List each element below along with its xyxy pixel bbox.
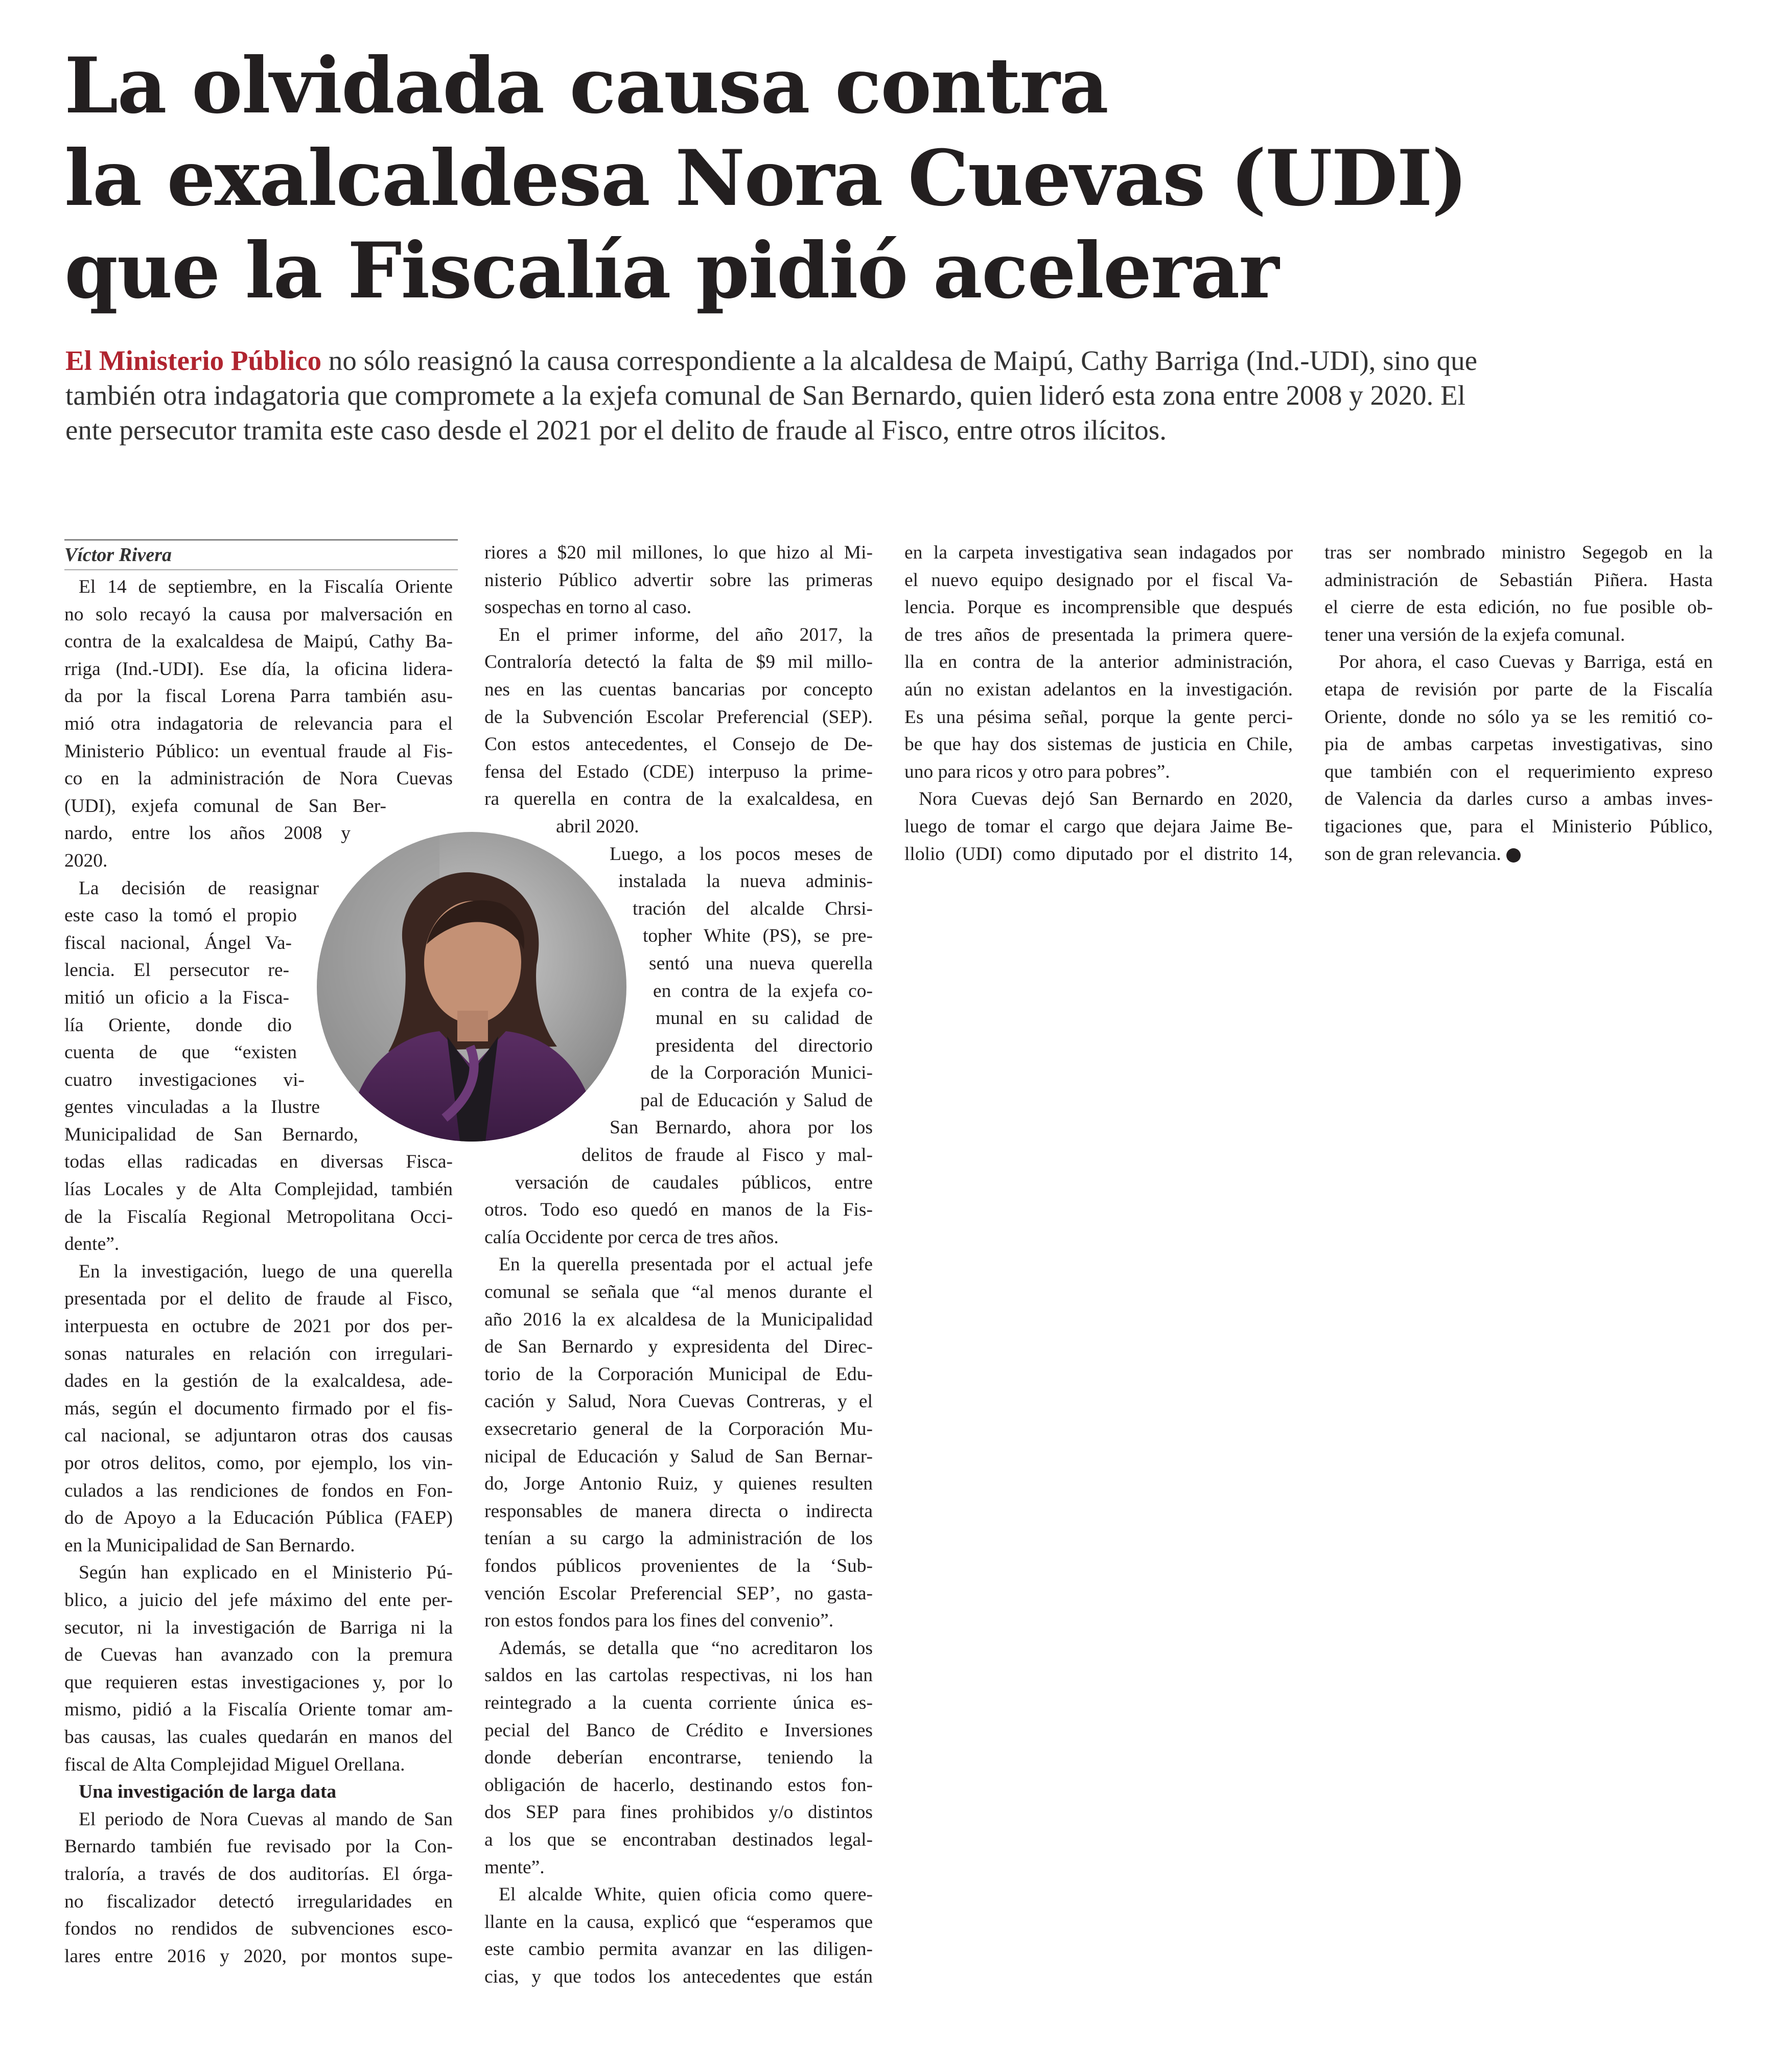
body-text-line: comunal se señala que “al menos durante el — [484, 1282, 873, 1303]
body-text-line: dades en la gestión de la exalcaldesa, ade- — [64, 1370, 453, 1392]
body-text-line: Luego, a los pocos meses de — [610, 843, 873, 865]
body-text-line: mente”. — [484, 1856, 545, 1878]
body-text-line: de tres años de presentada la primera quere- — [904, 624, 1293, 645]
body-text-line: instalada la nueva adminis- — [618, 871, 873, 892]
body-text-line: este cambio permita avanzar en las diligen- — [484, 1939, 873, 1960]
body-text-line: presentada por el delito de fraude al Fisco, — [64, 1288, 453, 1310]
body-text-line: abril 2020. — [556, 816, 639, 837]
body-text-line: pia de ambas carpetas investigativas, sino — [1324, 734, 1713, 755]
body-text-line: En la investigación, luego de una querella — [79, 1261, 453, 1282]
body-text-line: son de gran relevancia. — [1324, 841, 1713, 868]
lead-highlight: El Ministerio Público — [65, 345, 322, 376]
body-text-line: llante en la causa, explicó que “esperamos que — [484, 1911, 873, 1933]
body-text-line: Por ahora, el caso Cuevas y Barriga, está en — [1339, 652, 1713, 673]
body-text-line: donde deberían encontrarse, teniendo la — [484, 1747, 873, 1769]
body-text-line: El 14 de septiembre, en la Fiscalía Oriente — [79, 576, 453, 597]
body-text-line: responsables de manera directa o indirecta — [484, 1500, 873, 1522]
body-text-line: nes en las cuentas bancarias por concepto — [484, 679, 873, 700]
body-text-line: fiscal de Alta Complejidad Miguel Orellana. — [64, 1754, 405, 1775]
body-text-line: Oriente, donde no sólo ya se les remitió co- — [1324, 706, 1713, 728]
body-text-line: munal en su calidad de — [656, 1008, 873, 1029]
body-text-line: ra querella en contra de la exalcaldesa, en — [484, 788, 873, 810]
body-text-line: de San Bernardo y expresidenta del Direc- — [484, 1336, 873, 1358]
lead-paragraph — [65, 343, 1701, 448]
body-text-line: llolio (UDI) como diputado por el distrito 14, — [904, 843, 1293, 865]
body-text-line: cuenta de que “existen — [64, 1042, 297, 1063]
body-text-line: presidenta del directorio — [656, 1035, 873, 1056]
body-text-line: el nuevo equipo designado por el fiscal Va- — [904, 569, 1293, 591]
body-text-line: riores a $20 mil millones, lo que hizo al Mi- — [484, 542, 873, 563]
body-text-line: exsecretario general de la Corporación Mu- — [484, 1419, 873, 1439]
body-text-line: Es una pésima señal, porque la gente perci- — [904, 706, 1293, 728]
body-text-line: no fiscalizador detectó irregularidades en — [64, 1891, 453, 1912]
body-text-line: dente”. — [64, 1234, 120, 1255]
headline — [64, 40, 1648, 317]
body-text-line: lía Oriente, donde dio — [64, 1014, 292, 1036]
body-text-line: administración de Sebastián Piñera. Hasta — [1324, 569, 1713, 591]
body-text-line: en la carpeta investigativa sean indagados por — [904, 542, 1293, 563]
end-of-article-icon — [1506, 848, 1521, 863]
headline-line: la exalcaldesa Nora Cuevas (UDI) — [64, 133, 1467, 223]
body-text-line: traloría, a través de dos auditorías. El órga- — [64, 1863, 453, 1885]
body-text-line: lares entre 2016 y 2020, por montos supe- — [64, 1945, 453, 1967]
body-text-line: el cierre de esta edición, no fue posible ob- — [1324, 597, 1713, 618]
body-text-line: Según han explicado en el Ministerio Pú- — [79, 1562, 453, 1584]
body-text-line: do de Apoyo a la Educación Pública (FAEP) — [64, 1507, 453, 1529]
body-text-line: vención Escolar Preferencial SEP’, no gasta- — [484, 1583, 873, 1604]
headline-line: que la Fiscalía pidió acelerar — [64, 226, 1278, 316]
body-text-line: tración del alcalde Chrsi- — [633, 898, 873, 919]
body-text-line: luego de tomar el cargo que dejara Jaime Be- — [904, 816, 1293, 837]
body-text-line: versación de caudales públicos, entre — [515, 1172, 873, 1193]
body-text-line: saldos en las cartolas respectivas, ni los han — [484, 1665, 873, 1686]
body-text-line: topher White (PS), se pre- — [643, 925, 873, 947]
body-text-line: Contraloría detectó la falta de $9 mil millo- — [484, 652, 873, 673]
body-text-line: tener una versión de la exjefa comunal. — [1324, 624, 1625, 645]
body-text-line: cias, y que todos los antecedentes que están — [484, 1966, 873, 1987]
body-text-line: bas causas, las cuales quedarán en manos del — [64, 1726, 453, 1748]
body-text-line: cal nacional, se adjuntaron otras dos causas — [64, 1425, 453, 1447]
body-text-line: torio de la Corporación Municipal de Edu- — [484, 1363, 873, 1385]
body-text-line: de la Fiscalía Regional Metropolitana Occi- — [64, 1206, 453, 1227]
portrait-illustration — [317, 832, 626, 1142]
body-text-line: interpuesta en octubre de 2021 por dos per- — [64, 1316, 453, 1337]
body-text-line: co en la administración de Nora Cuevas — [64, 768, 453, 789]
body-text-line: gentes vinculadas a la Ilustre — [64, 1097, 320, 1118]
body-text-line: en contra de la exjefa co- — [653, 980, 873, 1002]
body-text-line: de Cuevas han avanzado con la premura — [64, 1644, 453, 1666]
body-text-line: El alcalde White, quien oficia como quere- — [499, 1884, 873, 1905]
body-text-line: en la Municipalidad de San Bernardo. — [64, 1534, 355, 1556]
body-text-line: 2020. — [64, 850, 108, 871]
body-text-line: fiscal nacional, Ángel Va- — [64, 932, 292, 954]
body-text-line: este caso la tomó el propio — [64, 905, 297, 926]
body-text-line: Una investigación de larga data — [79, 1781, 337, 1803]
body-text-line: a los que se encontraban destinados legal- — [484, 1829, 873, 1850]
body-text-line: contra de la exalcaldesa de Maipú, Cathy Ba- — [64, 631, 453, 653]
body-text-line: sentó una nueva querella — [649, 952, 873, 974]
body-text-line: que también con el requerimiento expreso — [1324, 761, 1713, 782]
lead-line: también otra indagatoria que compromete a la exjefa comunal de San Bernardo, quien lideró esta zona entre 2008 y 2020. El — [65, 380, 1465, 411]
body-text-line: Con estos antecedentes, el Consejo de De- — [484, 734, 873, 755]
body-text-line: que requieren estas investigaciones y, por lo — [64, 1671, 453, 1693]
body-text-line: dos SEP para fines prohibidos y/o distintos — [484, 1802, 873, 1823]
body-text-line: aún no existan adelantos en la investigación. — [904, 679, 1293, 700]
body-text-line: Nora Cuevas dejó San Bernardo en 2020, — [919, 788, 1293, 810]
body-text-line: lías Locales y de Alta Complejidad, también — [64, 1179, 453, 1200]
body-text-line: año 2016 la ex alcaldesa de la Municipalidad — [484, 1309, 873, 1330]
body-text-line: San Bernardo, ahora por los — [610, 1117, 873, 1138]
body-text-line: Ministerio Público: un eventual fraude al Fis- — [64, 740, 453, 762]
body-text-line: Municipalidad de San Bernardo, — [64, 1124, 358, 1145]
body-text-line: mitió un oficio a la Fisca- — [64, 987, 289, 1008]
body-text-line: nisterio Público advertir sobre las primeras — [484, 569, 873, 591]
body-text-line: pecial del Banco de Crédito e Inversiones — [484, 1719, 873, 1741]
byline-rule — [64, 569, 458, 570]
body-text-line: fensa del Estado (CDE) interpuso la prime- — [484, 761, 873, 782]
portrait-photo — [317, 832, 626, 1142]
body-text-line: nardo, entre los años 2008 y — [64, 823, 351, 844]
body-text-line: fondos no rendidos de subvenciones esco- — [64, 1918, 453, 1940]
lead-line: ente persecutor tramita este caso desde el 2021 por el delito de fraude al Fisco, entre otros ilícitos. — [65, 414, 1167, 446]
body-text-line: Bernardo también fue revisado por la Con- — [64, 1836, 453, 1857]
article-column-4 — [1324, 539, 1713, 868]
body-text-line: En el primer informe, del año 2017, la — [499, 624, 873, 645]
body-text-line: do, Jorge Antonio Ruiz, y quienes resulten — [484, 1473, 873, 1495]
body-text-line: En la querella presentada por el actual jefe — [499, 1254, 873, 1275]
article-column-1 — [64, 539, 453, 1970]
body-text-line: La decisión de reasignar — [79, 877, 319, 899]
article-column-3 — [904, 539, 1293, 868]
body-text-line: de la Corporación Munici- — [650, 1062, 873, 1084]
body-text-line: etapa de revisión por parte de la Fiscalía — [1324, 679, 1713, 700]
body-text-line: tenían a su cargo la administración de los — [484, 1528, 873, 1549]
body-text-line: ron estos fondos para los fines del convenio”. — [484, 1610, 834, 1632]
body-text-line: por otros delitos, como, por ejemplo, los vin- — [64, 1453, 453, 1474]
body-text-line: blico, a juicio del jefe máximo del ente per- — [64, 1589, 453, 1611]
body-text-line: mismo, pidió a la Fiscalía Oriente tomar am- — [64, 1699, 453, 1720]
body-text-line: tras ser nombrado ministro Segegob en la — [1324, 542, 1713, 563]
body-text-line: de la Subvención Escolar Preferencial (SEP). — [484, 706, 873, 728]
body-text-line: cuatro investigaciones vi- — [64, 1069, 305, 1090]
body-text-line: tigaciones que, para el Ministerio Público, — [1324, 816, 1713, 837]
headline-line: La olvidada causa contra — [64, 41, 1108, 131]
byline: Víctor Rivera — [64, 544, 172, 566]
body-text-line: sonas naturales en relación con irregulari- — [64, 1343, 453, 1364]
body-text-line: (UDI), exjefa comunal de San Ber- — [64, 795, 386, 817]
body-text-line: culados a las rendiciones de fondos en Fon- — [64, 1480, 453, 1501]
body-text-line: más, según el documento firmado por el fis- — [64, 1398, 453, 1419]
body-text-line: lencia. El persecutor re- — [64, 960, 289, 981]
body-text-line: de Valencia da darles curso a ambas inves- — [1324, 788, 1713, 810]
body-text-line: mió otra indagatoria de relevancia para el — [64, 713, 453, 734]
body-text-line: El periodo de Nora Cuevas al mando de San — [79, 1808, 453, 1830]
body-text-line: otros. Todo eso quedó en manos de la Fis- — [484, 1199, 873, 1221]
body-text-line: no solo recayó la causa por malversación en — [64, 603, 453, 625]
body-text-line: todas ellas radicadas en diversas Fisca- — [64, 1151, 453, 1173]
body-text-line: sospechas en torno al caso. — [484, 597, 692, 618]
body-text-line: secutor, ni la investigación de Barriga ni la — [64, 1617, 453, 1638]
body-text-line: lencia. Porque es incomprensible que después — [904, 597, 1293, 618]
body-text-line: fondos públicos provenientes de la ‘Sub- — [484, 1555, 873, 1576]
body-text-line: da por la fiscal Lorena Parra también asu- — [64, 686, 453, 707]
body-text-line: reintegrado a la cuenta corriente única es- — [484, 1692, 873, 1713]
body-text-line: be que hay dos sistemas de justicia en Chile, — [904, 734, 1293, 755]
body-text-line: pal de Educación y Salud de — [640, 1089, 873, 1111]
body-text-line: uno para ricos y otro para pobres”. — [904, 761, 1170, 782]
lead-text: no sólo reasignó la causa correspondiente a la alcaldesa de Maipú, Cathy Barriga (Ind.-UDI), sino que — [321, 345, 1477, 376]
body-text-line: rriga (Ind.-UDI). Ese día, la oficina lidera- — [64, 658, 453, 680]
body-text-line: Además, se detalla que “no acreditaron los — [499, 1637, 873, 1659]
body-text-line: calía Occidente por cerca de tres años. — [484, 1226, 779, 1248]
lead-line — [65, 343, 1701, 378]
body-text-line: lla en contra de la anterior administración, — [904, 652, 1293, 673]
body-text-line: cación y Salud, Nora Cuevas Contreras, y el — [484, 1391, 873, 1412]
body-text-line: obligación de hacerlo, destinando estos fon- — [484, 1774, 873, 1796]
article-column-2 — [484, 539, 873, 1990]
body-text-line: delitos de fraude al Fisco y mal- — [581, 1145, 873, 1166]
body-text-line: nicipal de Educación y Salud de San Bernar- — [484, 1446, 873, 1467]
